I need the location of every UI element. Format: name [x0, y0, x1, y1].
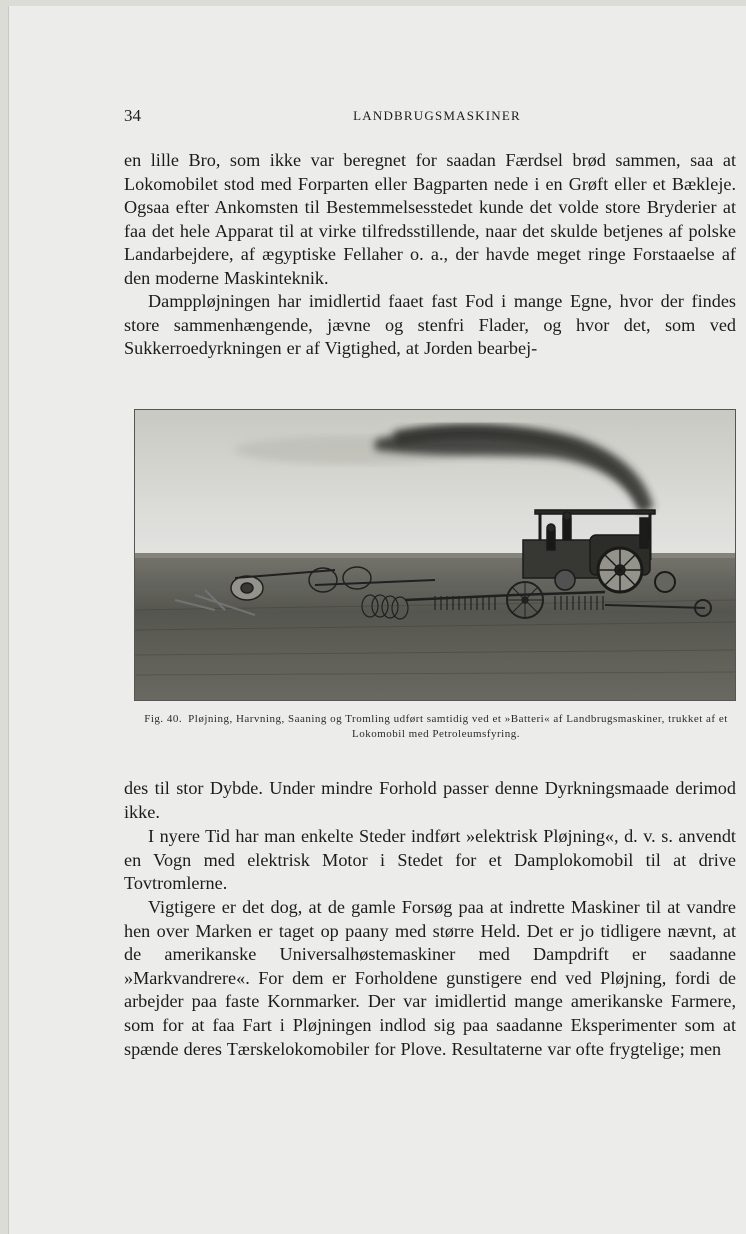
book-page [8, 6, 746, 1234]
figure-number: Fig. 40. [144, 713, 183, 725]
paragraph-continued: en lille Bro, som ikke var beregnet for saadan Færdsel brød sammen, saa at Lokomobilet stod med Forparten eller Bagparten nede i en Grøft eller et Bækleje. Ogsaa efter Ankomsten til Bestemmelsesstedet kunde det volde store Bryderier at faa det hele Apparat til at virke tilfredsstillende, naar det skulde betjenes af polske Landarbejdere, af ægyptiske Fellaher o. a., der havde meget ringe Forstaaelse af den moderne Maskinteknik. [124, 150, 736, 288]
page-number: 34 [124, 106, 141, 125]
paragraph-continued: des til stor Dybde. Under mindre Forhold passer denne Dyrkningsmaade derimod ikke. [124, 778, 736, 822]
running-head [124, 106, 744, 128]
paragraph: Vigtigere er det dog, at de gamle Forsøg paa at indrette Maskiner til at vandre hen over Marken er taget op paany med større Held. Det er jo tidligere nævnt, at de amerikanske Universalhøstemaskiner med Dampdrift er saadanne »Markvandrere«. For dem er Forholdene gunstigere end ved Pløjning, fordi de arbejder paa faste Kornmarker. Der var imidlertid mange amerikanske Farmere, som for at faa Fart i Pløjningen indlod sig paa saadanne Eksperimenter som at spænde deres Tærskelokomobiler for Plove. Resultaterne var ofte frygtelige; men [124, 897, 736, 1059]
steam-plough-illustration [135, 410, 735, 700]
paragraph: I nyere Tid har man enkelte Steder indført »elektrisk Pløjning«, d. v. s. anvendt en Vogn med elektrisk Motor i Stedet for et Damplokomobil til at drive Tovtromlerne. [124, 826, 736, 894]
figure-caption-text: Pløjning, Harvning, Saaning og Tromling udført samtidig ved et »Batteri« af Landbrugsmaskiner, trukket af et Lokomobil med Petroleumsfyring. [188, 713, 728, 740]
figure-caption [136, 712, 736, 742]
running-title: LANDBRUGSMASKINER [353, 108, 521, 123]
figure-photo [134, 409, 736, 701]
paragraph: Damppløjningen har imidlertid faaet fast Fod i mange Egne, hvor der findes store sammenhængende, jævne og stenfri Flader, og hvor det, som ved Sukkerroedyrkningen er af Vigtighed, at Jorden bearbej- [124, 291, 736, 359]
